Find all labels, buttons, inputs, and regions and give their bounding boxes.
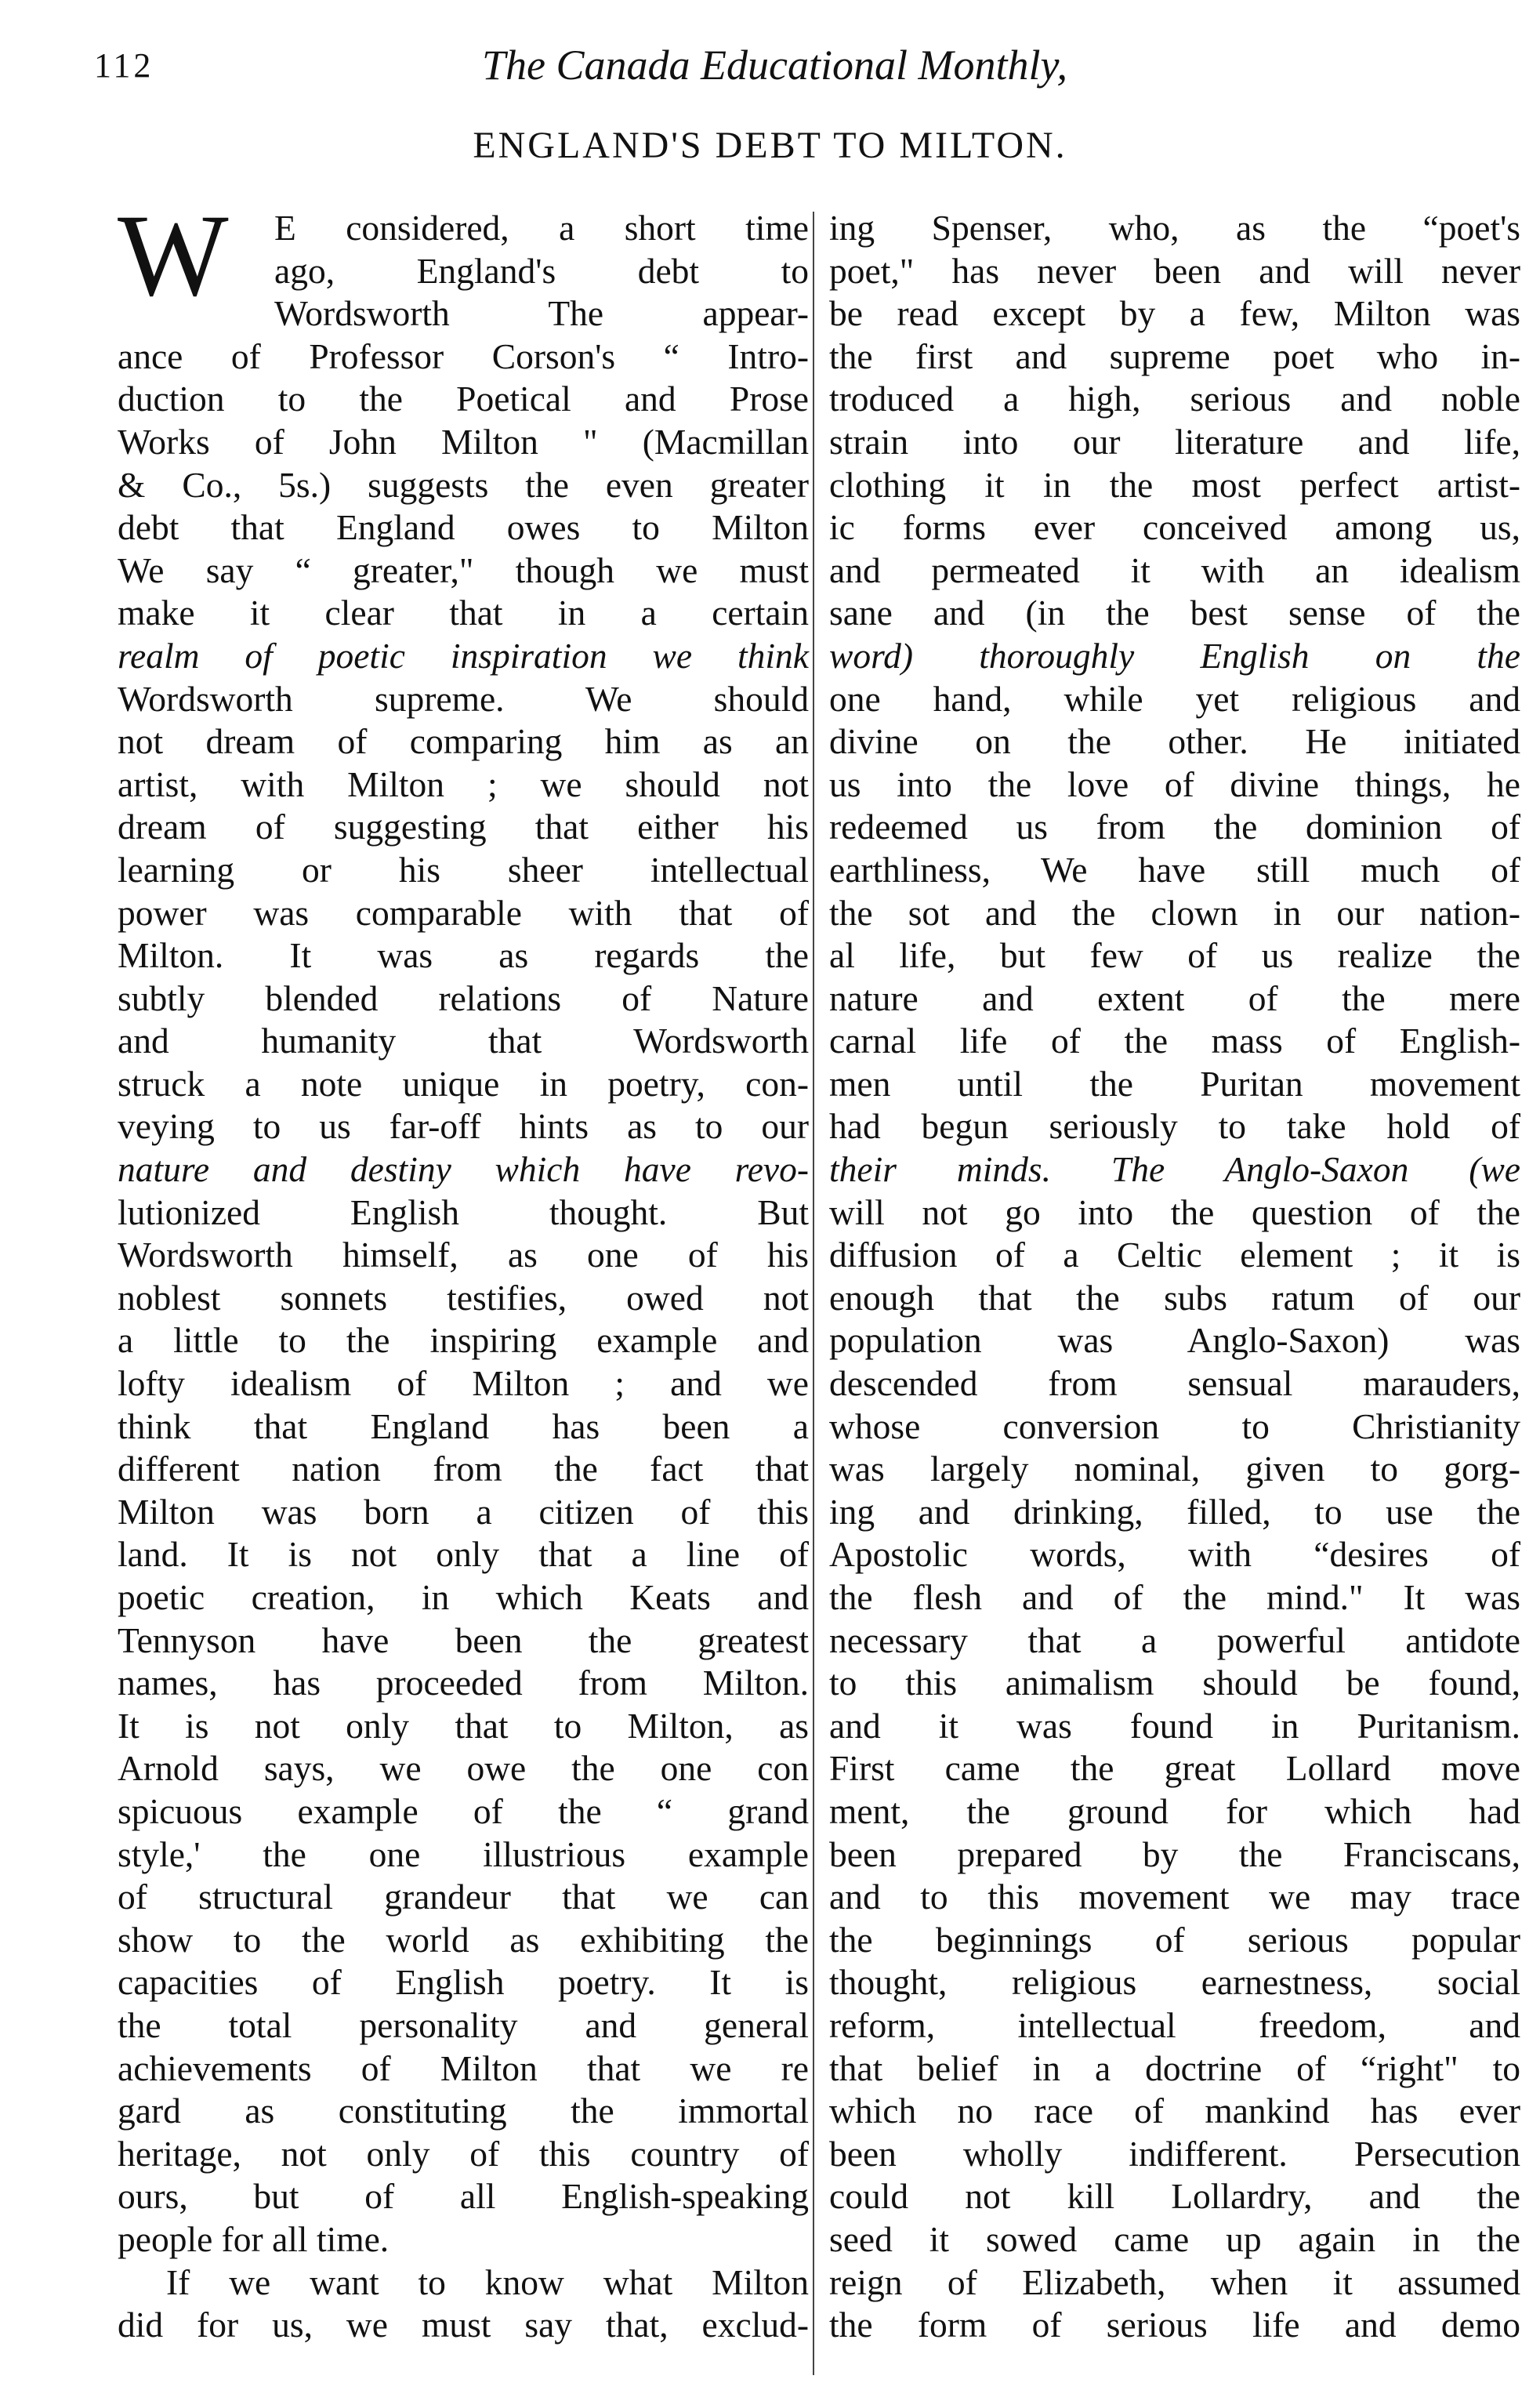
text-line: reform, intellectual freedom, and xyxy=(829,2004,1520,2045)
text-line: ing and drinking, filled, to use the xyxy=(829,1491,1520,1532)
text-line: achievements of Milton that we re xyxy=(118,2047,809,2088)
text-line: poet," has never been and will never xyxy=(829,250,1520,291)
text-line: think that England has been a xyxy=(118,1405,809,1446)
column-divider xyxy=(813,212,814,2375)
text-line: and it was found in Puritanism. xyxy=(829,1705,1520,1746)
drop-cap: W xyxy=(118,190,229,321)
text-line: nature and destiny which have revo- xyxy=(118,1149,809,1190)
text-line: ing Spenser, who, as the “poet's xyxy=(829,208,1520,248)
text-line: ours, but of all English-speaking xyxy=(118,2176,809,2217)
text-line: capacities of English poetry. It is xyxy=(118,1962,809,2003)
text-line: been wholly indifferent. Persecution xyxy=(829,2133,1520,2174)
text-line: E considered, a short time xyxy=(274,208,809,248)
text-line: a little to the inspiring example and xyxy=(118,1320,809,1361)
text-line: veying to us far-off hints as to our xyxy=(118,1106,809,1147)
text-line: that belief in a doctrine of “right" to xyxy=(829,2047,1520,2088)
text-line: learning or his sheer intellectual xyxy=(118,849,809,890)
text-line: be read except by a few, Milton was xyxy=(829,293,1520,334)
text-line: necessary that a powerful antidote xyxy=(829,1619,1520,1660)
text-line: was largely nominal, given to gorg- xyxy=(829,1449,1520,1489)
text-line: the beginnings of serious popular xyxy=(829,1919,1520,1960)
text-line: did for us, we must say that, exclud- xyxy=(118,2305,809,2345)
text-line: dream of suggesting that either his xyxy=(118,807,809,847)
text-line: names, has proceeded from Milton. xyxy=(118,1663,809,1703)
text-line: Works of John Milton " (Macmillan xyxy=(118,421,809,462)
text-line: lofty idealism of Milton ; and we xyxy=(118,1363,809,1404)
text-line: noblest sonnets testifies, owed not xyxy=(118,1277,809,1318)
text-line: divine on the other. He initiated xyxy=(829,721,1520,762)
text-line: al life, but few of us realize the xyxy=(829,935,1520,976)
text-line: not dream of comparing him as an xyxy=(118,721,809,762)
text-line: and humanity that Wordsworth xyxy=(118,1021,809,1061)
text-line: earthliness, We have still much of xyxy=(829,849,1520,890)
text-line: artist, with Milton ; we should not xyxy=(118,763,809,804)
text-line: struck a note unique in poetry, con- xyxy=(118,1063,809,1104)
text-line: land. It is not only that a line of xyxy=(118,1534,809,1575)
text-line: us into the love of divine things, he xyxy=(829,763,1520,804)
text-line: reign of Elizabeth, when it assumed xyxy=(829,2261,1520,2302)
text-line: It is not only that to Milton, as xyxy=(118,1705,809,1746)
text-line: the form of serious life and demo xyxy=(829,2305,1520,2345)
text-line: Milton was born a citizen of this xyxy=(118,1491,809,1532)
text-line: ment, the ground for which had xyxy=(829,1790,1520,1831)
text-line: power was comparable with that of xyxy=(118,892,809,933)
text-line: sane and (in the best sense of the xyxy=(829,593,1520,633)
text-line: their minds. The Anglo-Saxon (we xyxy=(829,1149,1520,1190)
text-line: ago, England's debt to xyxy=(274,250,809,291)
text-line: heritage, not only of this country of xyxy=(118,2133,809,2174)
text-line: If we want to know what Milton xyxy=(166,2261,809,2302)
text-line: whose conversion to Christianity xyxy=(829,1405,1520,1446)
text-line: Tennyson have been the greatest xyxy=(118,1619,809,1660)
text-line: debt that England owes to Milton xyxy=(118,507,809,548)
text-line: nature and extent of the mere xyxy=(829,977,1520,1018)
left-column xyxy=(118,190,809,2347)
text-line: We say “ greater," though we must xyxy=(118,549,809,590)
text-line: realm of poetic inspiration we think xyxy=(118,635,809,676)
text-line: redeemed us from the dominion of xyxy=(829,807,1520,847)
text-line: gard as constituting the immortal xyxy=(118,2091,809,2131)
text-line: Apostolic words, with “desires of xyxy=(829,1534,1520,1575)
text-line: troduced a high, serious and noble xyxy=(829,379,1520,419)
text-line: been prepared by the Franciscans, xyxy=(829,1833,1520,1874)
text-line: people for all time. xyxy=(118,2218,390,2259)
text-line: Milton. It was as regards the xyxy=(118,935,809,976)
text-line: will not go into the question of the xyxy=(829,1191,1520,1232)
text-line: First came the great Lollard move xyxy=(829,1748,1520,1789)
right-column xyxy=(829,207,1520,2347)
text-line: Arnold says, we owe the one con xyxy=(118,1748,809,1789)
text-line: subtly blended relations of Nature xyxy=(118,977,809,1018)
text-line: enough that the subs ratum of our xyxy=(829,1277,1520,1318)
text-line: strain into our literature and life, xyxy=(829,421,1520,462)
text-line: Wordsworth himself, as one of his xyxy=(118,1235,809,1275)
text-line: which no race of mankind has ever xyxy=(829,2091,1520,2131)
text-line: different nation from the fact that xyxy=(118,1449,809,1489)
text-line: could not kill Lollardry, and the xyxy=(829,2176,1520,2217)
text-line: the total personality and general xyxy=(118,2004,809,2045)
text-line: men until the Puritan movement xyxy=(829,1063,1520,1104)
text-line: ic forms ever conceived among us, xyxy=(829,507,1520,548)
text-line: descended from sensual marauders, xyxy=(829,1363,1520,1404)
article-title: ENGLAND'S DEBT TO MILTON. xyxy=(473,125,1067,166)
text-line: poetic creation, in which Keats and xyxy=(118,1577,809,1617)
text-line: thought, religious earnestness, social xyxy=(829,1962,1520,2003)
text-line: show to the world as exhibiting the xyxy=(118,1919,809,1960)
text-line: style,' the one illustrious example xyxy=(118,1833,809,1874)
text-line: spicuous example of the “ grand xyxy=(118,1790,809,1831)
text-line: Wordsworth The appear- xyxy=(274,293,809,334)
text-line: duction to the Poetical and Prose xyxy=(118,379,809,419)
text-line: and to this movement we may trace xyxy=(829,1877,1520,1917)
text-line: & Co., 5s.) suggests the even greater xyxy=(118,464,809,505)
text-line: Wordsworth supreme. We should xyxy=(118,678,809,719)
journal-title: The Canada Educational Monthly, xyxy=(482,42,1067,89)
text-line: population was Anglo-Saxon) was xyxy=(829,1320,1520,1361)
text-line: diffusion of a Celtic element ; it is xyxy=(829,1235,1520,1275)
running-head xyxy=(94,31,1505,102)
text-line: one hand, while yet religious and xyxy=(829,678,1520,719)
text-line: the first and supreme poet who in- xyxy=(829,335,1520,376)
page-number: 112 xyxy=(94,46,154,85)
text-line: of structural grandeur that we can xyxy=(118,1877,809,1917)
text-line: clothing it in the most perfect artist- xyxy=(829,464,1520,505)
text-line: had begun seriously to take hold of xyxy=(829,1106,1520,1147)
text-line: the flesh and of the mind." It was xyxy=(829,1577,1520,1617)
text-line: word) thoroughly English on the xyxy=(829,635,1520,676)
text-line: make it clear that in a certain xyxy=(118,593,809,633)
text-line: and permeated it with an idealism xyxy=(829,549,1520,590)
text-line: ance of Professor Corson's “ Intro- xyxy=(118,335,809,376)
text-line: seed it sowed came up again in the xyxy=(829,2218,1520,2259)
text-line: lutionized English thought. But xyxy=(118,1191,809,1232)
text-line: the sot and the clown in our nation- xyxy=(829,892,1520,933)
text-line: carnal life of the mass of English- xyxy=(829,1021,1520,1061)
text-line: to this animalism should be found, xyxy=(829,1663,1520,1703)
